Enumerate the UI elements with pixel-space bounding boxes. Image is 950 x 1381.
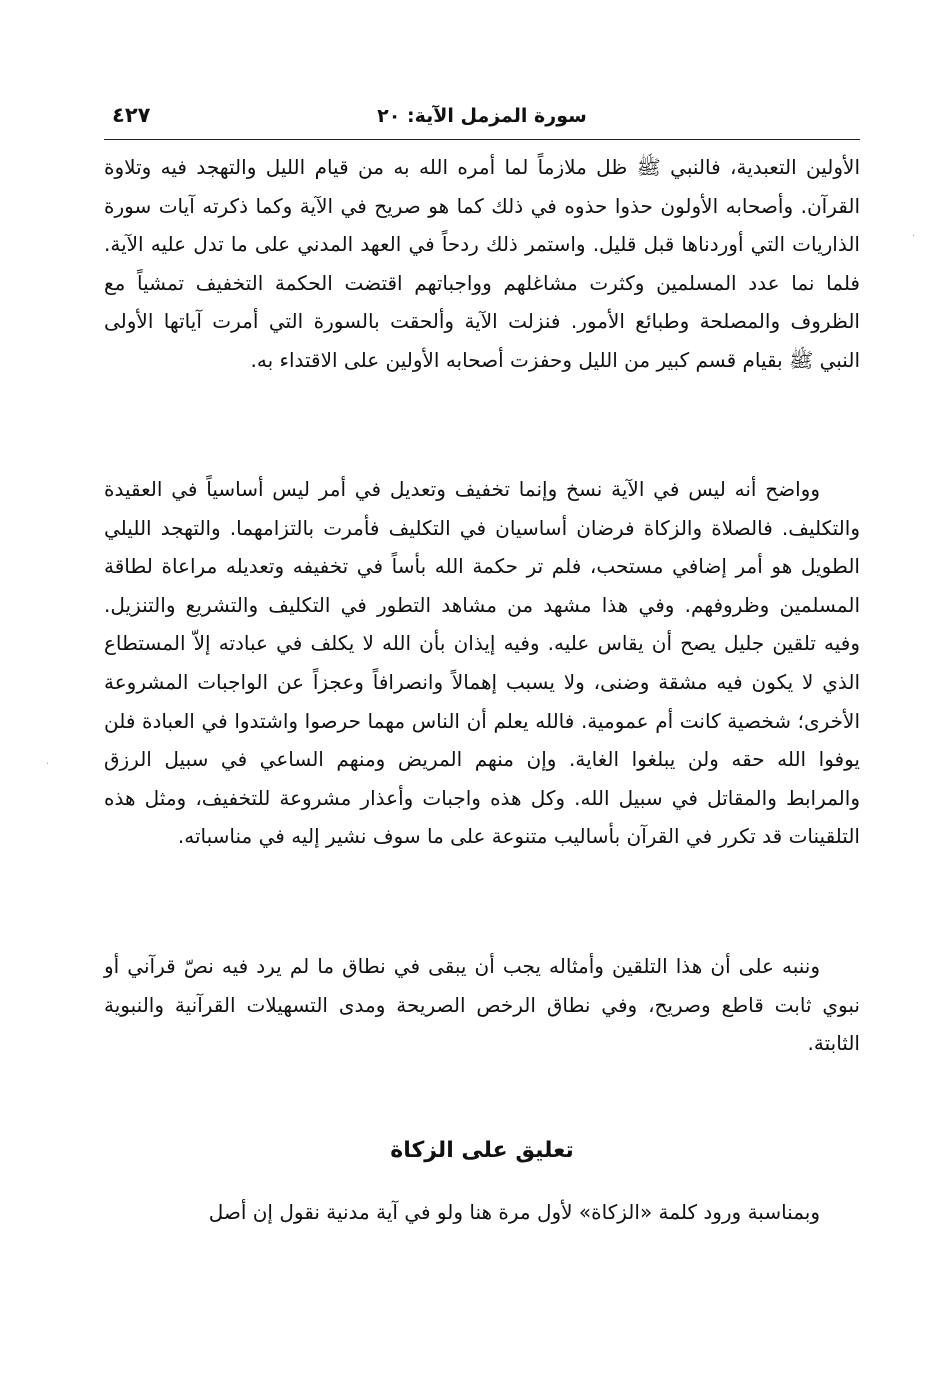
paragraph-3: وننبه على أن هذا التلقين وأمثاله يجب أن يبقى في نطاق ما لم يرد فيه نصّ قرآني أو نبوي ثابت قاطع وصريح، وفي نطاق الرخص الصريحة ومدى التسهيلات القرآنية والنبوية الثابتة.: [104, 954, 860, 1056]
paragraph-1: الأولين التعبدية، فالنبي ﷺ ظل ملازماً لما أمره الله به من قيام الليل والتهجد فيه وتلاوة القرآن. وأصحابه الأولون حذوا حذوه في ذلك كما هو صريح في الآية وكما ذكرته آيات سورة الذاريات التي أوردناها قبل قليل. واستمر ذلك ردحاً في العهد المدني على ما تدل عليه الآية. فلما نما عدد المسلمين وكثرت مشاغلهم وواجباتهم اقتضت الحكمة التخفيف تمشياً مع الظروف والمصلحة وطبائع الأمور. فنزلت الآية وألحقت بالسورة التي أمرت آياتها الأولى النبي ﷺ بقيام قسم كبير من الليل وحفزت أصحابه الأولين على الاقتداء به.: [104, 155, 860, 372]
paragraph-2: وواضح أنه ليس في الآية نسخ وإنما تخفيف وتعديل في أمر ليس أساسياً في العقيدة والتكليف. فالصلاة والزكاة فرضان أساسيان في التكليف فأمرت بالتزامهما. والتهجد الليلي الطويل هو أمر إضافي مستحب، فلم تر حكمة الله بأساً في تخفيفه وتعديله مراعاة لطاقة المسلمين وظروفهم. وفي هذا مشهد من مشاهد التطور في التكليف والتشريع والتنزيل. وفيه تلقين جليل يصح أن يقاس عليه. وفيه إيذان بأن الله لا يكلف في عبادته إلاّ المستطاع الذي لا يكون فيه مشقة وضنى، ولا يسبب إهمالاً وانصرافاً وعجزاً عن الواجبات المشروعة الأخرى؛ شخصية كانت أم عمومية. فالله يعلم أن الناس مهما حرصوا واشتدوا في العبادة فلن يوفوا الله حقه ولن يبلغوا الغاية. وإن منهم المريض ومنهم الساعي في سبيل الرزق والمرابط والمقاتل في سبيل الله. وكل هذه واجبات وأعذار مشروعة للتخفيف، ومثل هذه التلقينات قد تكرر في القرآن بأساليب متنوعة على ما سوف نشير إليه في مناسباته.: [104, 477, 860, 849]
margin-mark-right: ·: [912, 231, 916, 242]
page-header: [104, 96, 860, 136]
page-number: ٤٢٧: [112, 103, 151, 127]
section-heading: تعليق على الزكاة: [390, 1138, 574, 1163]
margin-mark-left: ·: [46, 759, 50, 770]
header-divider: [104, 139, 860, 140]
running-title: سورة المزمل الآية: ٢٠: [377, 105, 587, 127]
paragraph-4: وبمناسبة ورود كلمة «الزكاة» لأول مرة هنا ولو في آية مدنية نقول إن أصل: [208, 1200, 820, 1224]
